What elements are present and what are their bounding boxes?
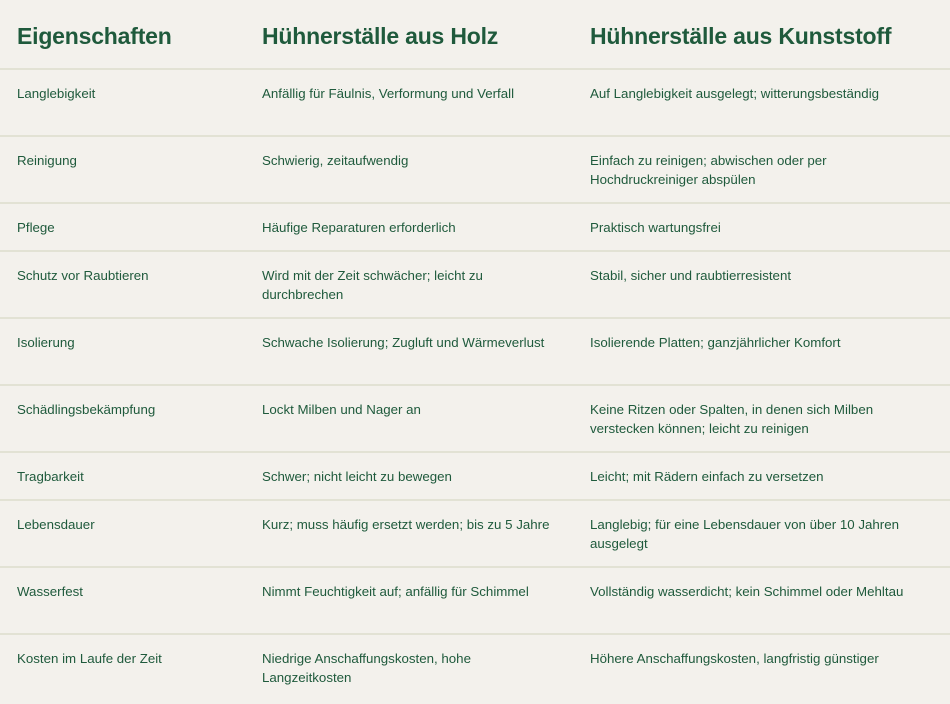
plastic-cell: Auf Langlebigkeit ausgelegt; witterungsbeständig bbox=[590, 86, 880, 101]
table-row bbox=[0, 386, 950, 453]
property-cell: Pflege bbox=[17, 220, 55, 235]
property-cell: Wasserfest bbox=[17, 584, 84, 599]
wood-cell: Schwache Isolierung; Zugluft und Wärmeverlust bbox=[262, 335, 545, 350]
table-row bbox=[0, 568, 950, 635]
wood-cell: Lockt Milben und Nager an bbox=[262, 402, 421, 417]
wood-cell: Häufige Reparaturen erforderlich bbox=[262, 220, 456, 235]
table-row bbox=[0, 635, 950, 702]
table-row bbox=[0, 501, 950, 568]
property-cell: Isolierung bbox=[17, 335, 75, 350]
property-cell: Langlebigkeit bbox=[17, 86, 96, 101]
column-header-wood: Hühnerställe aus Holz bbox=[262, 22, 499, 49]
table-row bbox=[0, 70, 950, 137]
table-row bbox=[0, 319, 950, 386]
plastic-cell: Vollständig wasserdicht; kein Schimmel oder Mehltau bbox=[590, 584, 904, 599]
plastic-cell: Isolierende Platten; ganzjährlicher Komfort bbox=[590, 335, 841, 350]
property-cell: Schutz vor Raubtieren bbox=[17, 268, 149, 283]
wood-cell: Wird mit der Zeit schwächer; leicht zu durchbrechen bbox=[262, 268, 483, 302]
property-cell: Schädlingsbekämpfung bbox=[17, 402, 156, 417]
table-row bbox=[0, 137, 950, 204]
property-cell: Reinigung bbox=[17, 153, 77, 168]
plastic-cell: Langlebig; für eine Lebensdauer von über 10 Jahren ausgelegt bbox=[590, 517, 900, 551]
table-row bbox=[0, 453, 950, 501]
property-cell: Lebensdauer bbox=[17, 517, 95, 532]
plastic-cell: Stabil, sicher und raubtierresistent bbox=[590, 268, 792, 283]
property-cell: Kosten im Laufe der Zeit bbox=[17, 651, 162, 666]
table-header-row bbox=[0, 0, 950, 70]
wood-cell: Niedrige Anschaffungskosten, hohe Langzeitkosten bbox=[262, 651, 471, 685]
plastic-cell: Einfach zu reinigen; abwischen oder per Hochdruckreiniger abspülen bbox=[590, 153, 827, 187]
plastic-cell: Höhere Anschaffungskosten, langfristig günstiger bbox=[590, 651, 879, 666]
wood-cell: Nimmt Feuchtigkeit auf; anfällig für Schimmel bbox=[262, 584, 529, 599]
table-row bbox=[0, 252, 950, 319]
wood-cell: Anfällig für Fäulnis, Verformung und Verfall bbox=[262, 86, 515, 101]
column-header-plastic: Hühnerställe aus Kunststoff bbox=[590, 22, 892, 49]
wood-cell: Kurz; muss häufig ersetzt werden; bis zu 5 Jahre bbox=[262, 517, 550, 532]
wood-cell: Schwer; nicht leicht zu bewegen bbox=[262, 469, 452, 484]
table-row bbox=[0, 204, 950, 252]
plastic-cell: Leicht; mit Rädern einfach zu versetzen bbox=[590, 469, 824, 484]
plastic-cell: Keine Ritzen oder Spalten, in denen sich Milben verstecken können; leicht zu reinigen bbox=[590, 402, 874, 436]
property-cell: Tragbarkeit bbox=[17, 469, 84, 484]
column-header-properties: Eigenschaften bbox=[17, 22, 172, 49]
wood-cell: Schwierig, zeitaufwendig bbox=[262, 153, 409, 168]
plastic-cell: Praktisch wartungsfrei bbox=[590, 220, 721, 235]
